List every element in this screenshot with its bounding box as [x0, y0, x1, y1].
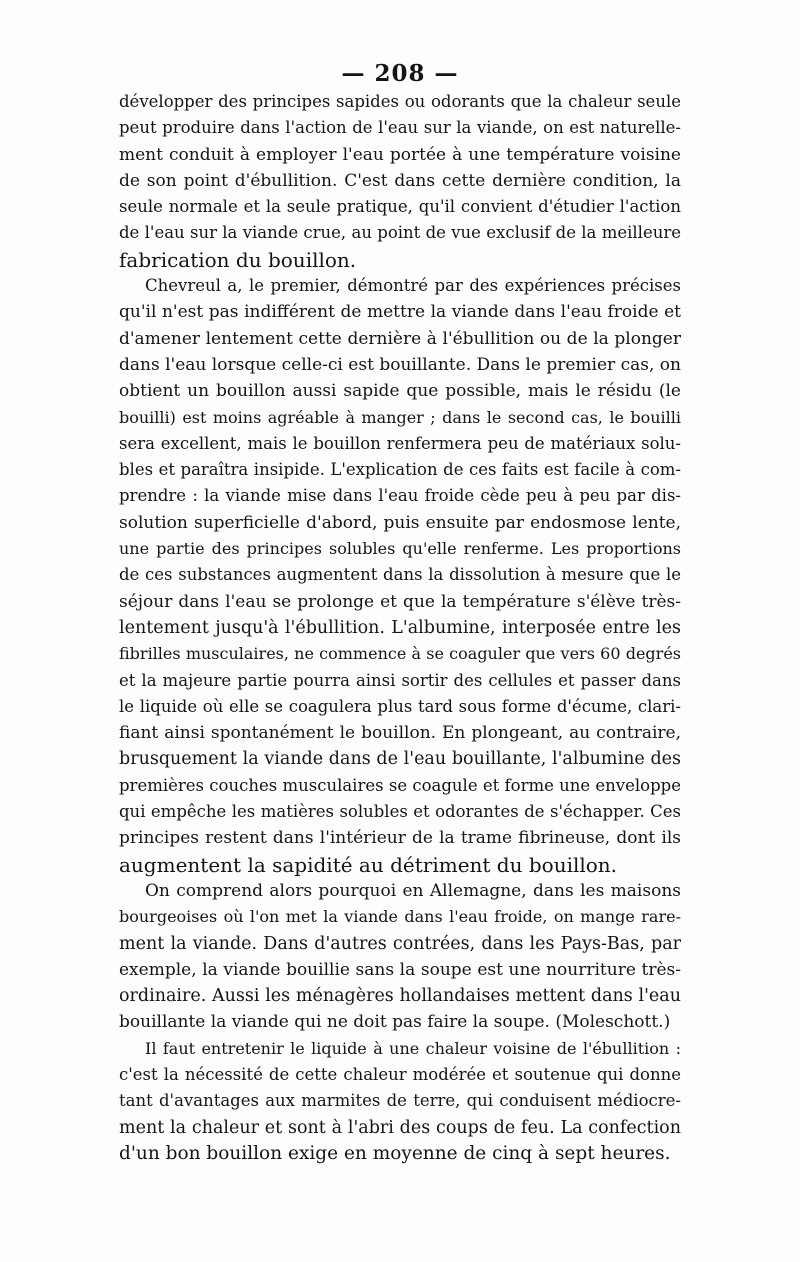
text-line: bourgeoises où l'on met la viande dans l'eau froide, on mange rare- [119, 907, 681, 927]
body-text [119, 89, 681, 1167]
text-line: d'amener lentement cette dernière à l'ébullition ou de la plonger [119, 328, 681, 349]
text-line: brusquement la viande dans de l'eau bouillante, l'albumine des [119, 749, 681, 770]
text-line: augmentent la sapidité au détriment du bouillon. [119, 852, 618, 877]
text-line: c'est la nécessité de cette chaleur modérée et soutenue qui donne [119, 1064, 681, 1084]
text-line: peut produire dans l'action de l'eau sur la viande, on est naturelle- [119, 118, 681, 138]
text-line: fiant ainsi spontanément le bouillon. En plongeant, au contraire, [119, 723, 681, 744]
text-line: bles et paraîtra insipide. L'explication de ces faits est facile à com- [119, 460, 681, 480]
text-line: lentement jusqu'à l'ébullition. L'albumine, interposée entre les [119, 617, 681, 638]
text-line: développer des principes sapides ou odorants que la chaleur seule [119, 92, 681, 111]
text-line: de ces substances augmentent dans la dissolution à mesure que le [119, 565, 681, 585]
text-line: bouilli) est moins agréable à manger ; dans le second cas, le bouilli [119, 407, 681, 427]
page-number: — 208 — [341, 60, 459, 87]
text-line: le liquide où elle se coagulera plus tard sous forme d'écume, clari- [119, 696, 681, 716]
text-line: d'un bon bouillon exige en moyenne de cinq à sept heures. [119, 1142, 671, 1164]
text-line: et la majeure partie pourra ainsi sortir des cellules et passer dans [119, 670, 681, 690]
text-line: de son point d'ébullition. C'est dans cette dernière condition, la [119, 170, 681, 191]
text-line: bouillante la viande qui ne doit pas faire la soupe. (Moleschott.) [119, 1012, 671, 1033]
text-line: obtient un bouillon aussi sapide que possible, mais le résidu (le [119, 381, 681, 402]
text-line: tant d'avantages aux marmites de terre, qui conduisent médiocre- [119, 1091, 681, 1111]
text-line: sera excellent, mais le bouillon renfermera peu de matériaux solu- [119, 433, 681, 453]
text-line: une partie des principes solubles qu'elle renferme. Les proportions [119, 539, 681, 559]
text-line: prendre : la viande mise dans l'eau froide cède peu à peu par dis- [119, 486, 681, 506]
text-line: principes restent dans l'intérieur de la trame fibrineuse, dont ils [119, 828, 681, 849]
text-line: qui empêche les matières solubles et odorantes de s'échapper. Ces [119, 802, 681, 822]
text-line: premières couches musculaires se coagule et forme une enveloppe [119, 775, 681, 795]
text-line: fibrilles musculaires, ne commence à se coaguler que vers 60 degrés [119, 644, 681, 664]
paragraph-start: Il faut entretenir le liquide à une chaleur voisine de l'ébullition : [145, 1038, 681, 1058]
text-line: fabrication du bouillon. [119, 247, 357, 272]
paragraph-start: On comprend alors pourquoi en Allemagne, dans les maisons [145, 880, 681, 901]
text-line: qu'il n'est pas indifférent de mettre la viande dans l'eau froide et [119, 302, 681, 323]
text-line: dans l'eau lorsque celle-ci est bouillante. Dans le premier cas, on [119, 354, 681, 375]
text-line: ordinaire. Aussi les ménagères hollandaises mettent dans l'eau [119, 986, 681, 1007]
text-line: ment conduit à employer l'eau portée à une température voisine [119, 144, 681, 165]
text-line: seule normale et la seule pratique, qu'il convient d'étudier l'action [119, 197, 681, 217]
text-line: exemple, la viande bouillie sans la soupe est une nourriture très- [119, 959, 681, 980]
text-line: ment la chaleur et sont à l'abri des coups de feu. La confection [119, 1117, 681, 1138]
text-line: de l'eau sur la viande crue, au point de vue exclusif de la meilleure [119, 223, 681, 243]
text-line: ment la viande. Dans d'autres contrées, dans les Pays-Bas, par [119, 933, 681, 954]
paragraph-start: Chevreul a, le premier, démontré par des expériences précises [145, 276, 681, 296]
text-line: solution superficielle d'abord, puis ensuite par endosmose lente, [119, 512, 681, 533]
text-line: séjour dans l'eau se prolonge et que la température s'élève très- [119, 591, 681, 612]
